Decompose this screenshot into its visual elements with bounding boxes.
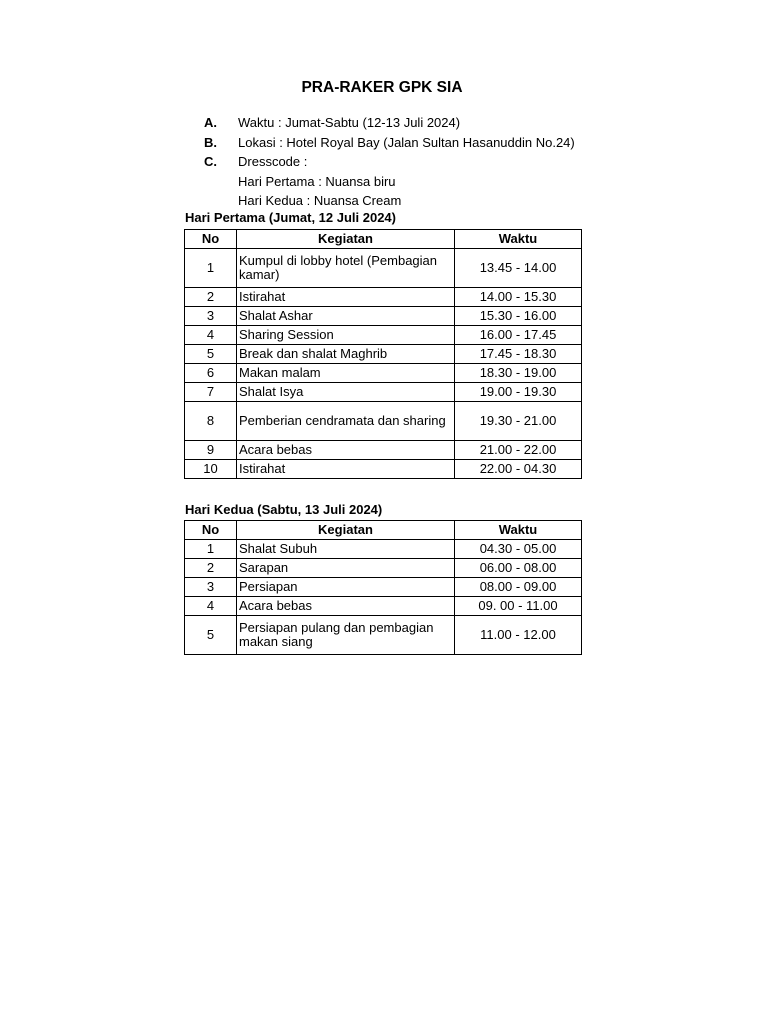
table-row: [185, 597, 582, 616]
document-title: PRA-RAKER GPK SIA: [301, 79, 463, 96]
cell-activity: Acara bebas: [237, 597, 455, 616]
table-row: [185, 326, 582, 345]
cell-time: 19.00 - 19.30: [455, 383, 582, 402]
cell-no: 8: [185, 402, 237, 441]
day1-schedule-table: [184, 229, 582, 479]
info-text: Hari Pertama : Nuansa biru: [238, 173, 396, 189]
cell-time: 14.00 - 15.30: [455, 288, 582, 307]
info-item-dresscode: [204, 152, 575, 172]
header-activity: Kegiatan: [237, 230, 455, 249]
cell-activity: Istirahat: [237, 460, 455, 479]
info-key: B.: [204, 134, 217, 150]
cell-activity: Persiapan: [237, 578, 455, 597]
cell-time: 08.00 - 09.00: [455, 578, 582, 597]
cell-no: 5: [185, 345, 237, 364]
cell-no: 7: [185, 383, 237, 402]
cell-no: 6: [185, 364, 237, 383]
cell-no: 1: [185, 249, 237, 288]
cell-time: 17.45 - 18.30: [455, 345, 582, 364]
info-key: C.: [204, 154, 217, 169]
info-key: [204, 172, 238, 192]
cell-time: 15.30 - 16.00: [455, 307, 582, 326]
cell-time: 04.30 - 05.00: [455, 540, 582, 559]
cell-time: 18.30 - 19.00: [455, 364, 582, 383]
table-header-row: [185, 230, 582, 249]
cell-activity: Break dan shalat Maghrib: [237, 345, 455, 364]
info-text: Waktu : Jumat-Sabtu (12-13 Juli 2024): [238, 115, 461, 130]
header-no: No: [185, 230, 237, 249]
table-row: [185, 307, 582, 326]
cell-activity: Sarapan: [237, 559, 455, 578]
cell-no: 10: [185, 460, 237, 479]
cell-time: 21.00 - 22.00: [455, 441, 582, 460]
cell-time: 22.00 - 04.30: [455, 460, 582, 479]
cell-time: 11.00 - 12.00: [455, 616, 582, 655]
cell-activity: Shalat Subuh: [237, 540, 455, 559]
cell-time: 13.45 - 14.00: [455, 249, 582, 288]
info-item-dresscode-day1: [204, 172, 575, 192]
header-time: Waktu: [455, 521, 582, 540]
info-key: A.: [204, 115, 217, 130]
info-item-time: [204, 113, 575, 133]
day1-heading: Hari Pertama (Jumat, 12 Juli 2024): [185, 210, 396, 225]
header-activity: Kegiatan: [237, 521, 455, 540]
table-row: [185, 345, 582, 364]
table-row: [185, 402, 582, 441]
table-row: [185, 578, 582, 597]
cell-activity: Istirahat: [237, 288, 455, 307]
cell-no: 9: [185, 441, 237, 460]
cell-no: 4: [185, 326, 237, 345]
header-no: No: [185, 521, 237, 540]
day2-heading: Hari Kedua (Sabtu, 13 Juli 2024): [185, 502, 383, 517]
table-row: [185, 364, 582, 383]
cell-time: 19.30 - 21.00: [455, 402, 582, 441]
info-key: [204, 191, 238, 211]
cell-no: 2: [185, 288, 237, 307]
cell-activity: Pemberian cendramata dan sharing: [237, 402, 455, 441]
table-row: [185, 616, 582, 655]
table-row: [185, 540, 582, 559]
info-list: [204, 113, 575, 211]
day2-schedule-table: [184, 520, 582, 655]
info-item-location: [204, 133, 575, 153]
info-text: Lokasi : Hotel Royal Bay (Jalan Sultan Hasanuddin No.24): [238, 134, 575, 150]
header-time: Waktu: [455, 230, 582, 249]
cell-no: 4: [185, 597, 237, 616]
cell-activity: Acara bebas: [237, 441, 455, 460]
cell-no: 2: [185, 559, 237, 578]
cell-activity: Shalat Ashar: [237, 307, 455, 326]
cell-time: 06.00 - 08.00: [455, 559, 582, 578]
cell-activity: Makan malam: [237, 364, 455, 383]
table-row: [185, 249, 582, 288]
info-item-dresscode-day2: [204, 191, 575, 211]
cell-time: 16.00 - 17.45: [455, 326, 582, 345]
table-row: [185, 460, 582, 479]
cell-no: 3: [185, 578, 237, 597]
cell-activity: Persiapan pulang dan pembagian makan siang: [237, 616, 455, 655]
cell-activity: Kumpul di lobby hotel (Pembagian kamar): [237, 249, 455, 288]
info-text: Hari Kedua : Nuansa Cream: [238, 193, 402, 208]
cell-activity: Sharing Session: [237, 326, 455, 345]
cell-no: 3: [185, 307, 237, 326]
cell-time: 09. 00 - 11.00: [455, 597, 582, 616]
table-row: [185, 288, 582, 307]
table-row: [185, 441, 582, 460]
cell-no: 1: [185, 540, 237, 559]
info-text: Dresscode :: [238, 154, 308, 169]
cell-no: 5: [185, 616, 237, 655]
table-row: [185, 383, 582, 402]
table-row: [185, 559, 582, 578]
cell-activity: Shalat Isya: [237, 383, 455, 402]
table-header-row: [185, 521, 582, 540]
